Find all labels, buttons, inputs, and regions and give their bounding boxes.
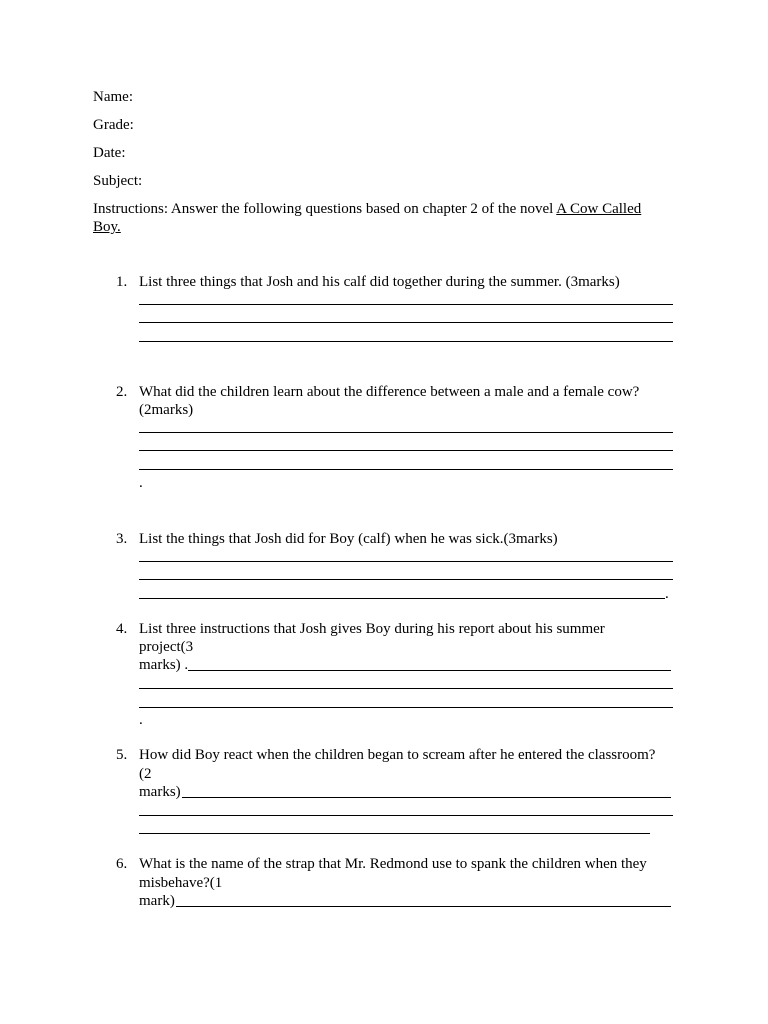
question-4-text: List three instructions that Josh gives Boy during his report about his summer — [139, 621, 605, 637]
answer-line[interactable] — [139, 432, 673, 433]
question-3-trailing: . — [665, 586, 669, 602]
answer-line[interactable] — [139, 815, 673, 816]
subject-label: Subject: — [93, 173, 143, 189]
answer-line[interactable] — [139, 579, 673, 580]
novel-title-continued: Boy. — [93, 219, 121, 235]
answer-line[interactable] — [139, 598, 665, 599]
question-4-marks: marks) . — [139, 657, 189, 673]
question-6-text-cont: misbehave?(1 — [139, 875, 223, 891]
question-3-text: List the things that Josh did for Boy (calf) when he was sick.(3marks) — [139, 531, 558, 547]
answer-line[interactable] — [188, 670, 671, 671]
instructions — [93, 200, 641, 218]
answer-line[interactable] — [139, 833, 650, 834]
grade-label: Grade: — [93, 117, 134, 133]
question-2-number: 2. — [116, 384, 128, 400]
question-2-text: What did the children learn about the difference between a male and a female cow? — [139, 384, 640, 400]
answer-line[interactable] — [139, 450, 673, 451]
question-5-text-cont: (2 — [139, 766, 152, 782]
question-1-text: List three things that Josh and his calf did together during the summer. (3marks) — [139, 274, 620, 290]
question-1-number: 1. — [116, 274, 128, 290]
question-2-marks: (2marks) — [139, 402, 194, 418]
answer-line[interactable] — [139, 561, 673, 562]
answer-line[interactable] — [139, 304, 673, 305]
answer-line[interactable] — [139, 707, 673, 708]
question-5-number: 5. — [116, 747, 128, 763]
date-label: Date: — [93, 145, 126, 161]
question-4-trailing: . — [139, 712, 143, 728]
question-6-number: 6. — [116, 856, 128, 872]
question-4-number: 4. — [116, 621, 128, 637]
answer-line[interactable] — [139, 469, 673, 470]
question-6-text: What is the name of the strap that Mr. Redmond use to spank the children when they — [139, 856, 647, 872]
answer-line[interactable] — [139, 688, 673, 689]
answer-line[interactable] — [182, 797, 671, 798]
answer-line[interactable] — [139, 322, 673, 323]
name-label: Name: — [93, 89, 133, 105]
novel-title: A Cow Called — [556, 201, 642, 217]
instructions-text: Instructions: Answer the following questions based on chapter 2 of the novel — [93, 201, 557, 217]
question-6-marks: mark) — [139, 893, 175, 909]
question-4-text-cont: project(3 — [139, 639, 194, 655]
answer-line[interactable] — [176, 906, 671, 907]
answer-line[interactable] — [139, 341, 673, 342]
question-5-text: How did Boy react when the children began to scream after he entered the classroom? — [139, 747, 656, 763]
question-5-marks: marks) — [139, 784, 181, 800]
question-2-trailing: . — [139, 475, 143, 491]
question-3-number: 3. — [116, 531, 128, 547]
